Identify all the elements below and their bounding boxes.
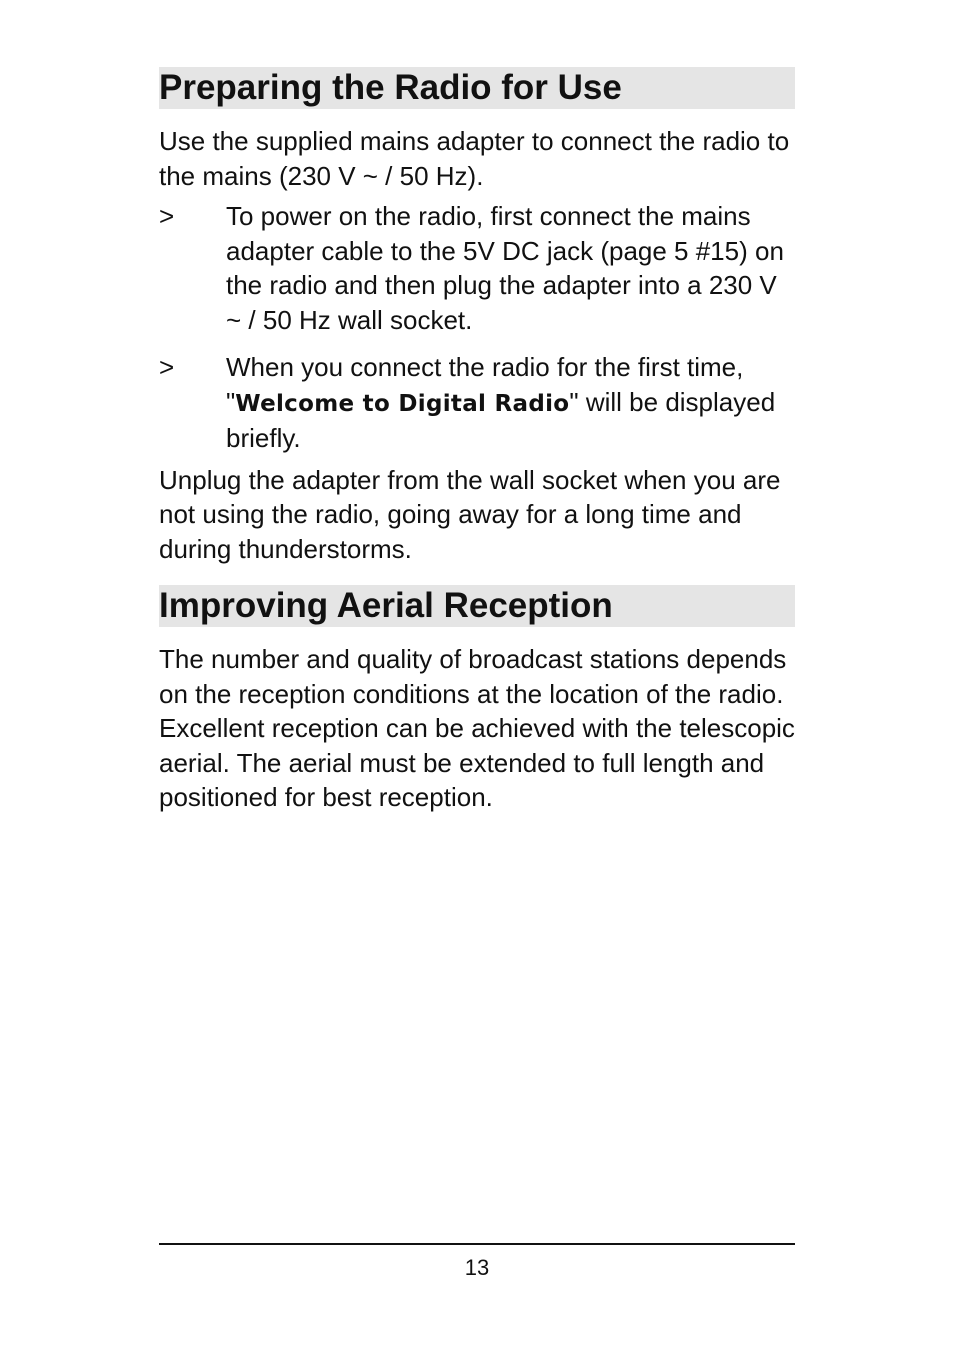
footer-divider — [159, 1243, 795, 1245]
bullet-text — [226, 350, 795, 456]
bullet-text: To power on the radio, first connect the mains adapter cable to the 5V DC jack (page 5 #15) on the radio and then plug the adapter into a 230 V ~ / 50 Hz wall socket. — [226, 201, 784, 335]
bullet-text-before: When you connect the radio for the first time, " — [226, 352, 744, 417]
aerial-paragraph: The number and quality of broadcast stations depends on the reception conditions at the location of the radio. Excellent reception can be achieved with the telescopic aerial. The aerial must be extended to full length and positioned for best reception. — [159, 644, 795, 812]
bullet-text-after: " will be displayed briefly. — [226, 386, 776, 453]
bullet-item-first-connect — [159, 350, 795, 456]
bullet-marker: > — [159, 201, 175, 231]
page-number: 13 — [464, 1255, 490, 1280]
intro-paragraph: Use the supplied mains adapter to connect the radio to the mains (230 V ~ / 50 Hz). — [159, 126, 790, 191]
section-heading-preparing-radio: Preparing the Radio for Use — [159, 67, 795, 109]
section-heading-aerial-reception: Improving Aerial Reception — [159, 585, 795, 627]
manual-page — [159, 67, 795, 815]
bullet-marker: > — [159, 352, 175, 382]
display-message: Welcome to Digital Radio — [235, 390, 570, 417]
bullet-item-power-on — [159, 199, 795, 337]
unplug-paragraph: Unplug the adapter from the wall socket when you are not using the radio, going away for a long time and during thunderstorms. — [159, 464, 781, 564]
